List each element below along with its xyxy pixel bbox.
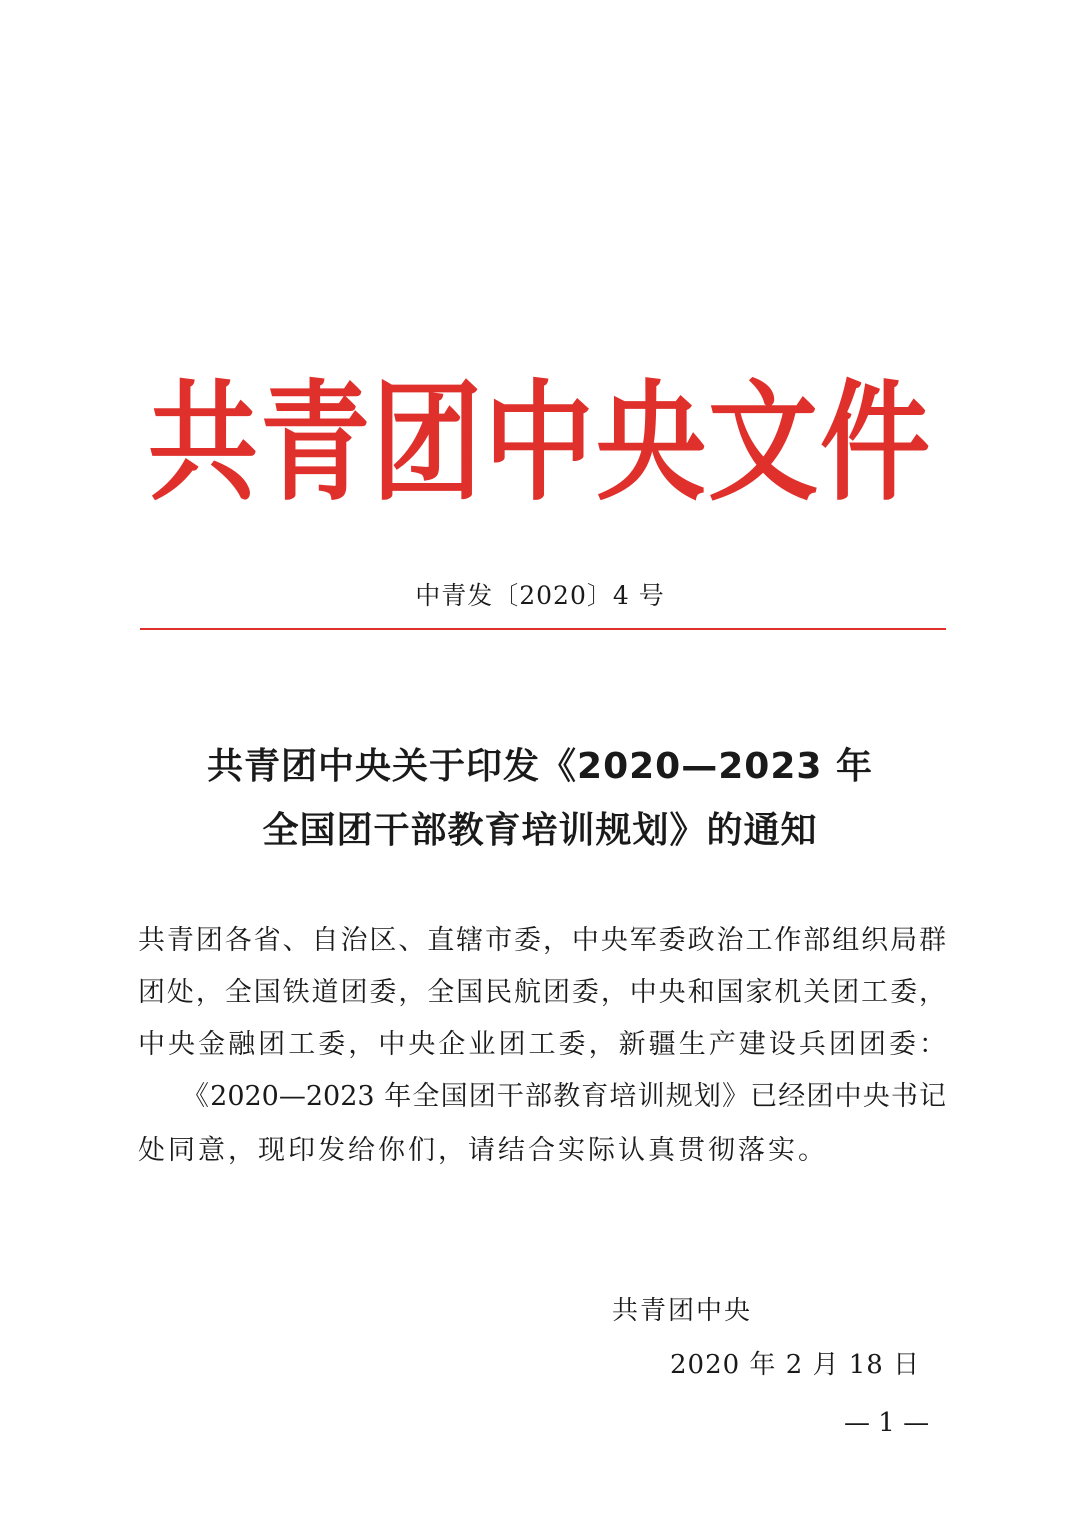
- signature-issuer: 共青团中央: [612, 1296, 753, 1326]
- addressee-line-1: 共青团各省、自治区、直辖市委，中央军委政治工作部组织局群: [138, 925, 946, 956]
- paragraph-line-2: 处同意，现印发给你们，请结合实际认真贯彻落实。: [138, 1135, 828, 1166]
- signature-date: 2020 年 2 月 18 日: [670, 1350, 921, 1380]
- notice-title-line-2: 全国团干部教育培训规划》的通知: [262, 810, 818, 851]
- paragraph-line-1: 《2020—2023 年全国团干部教育培训规划》已经团中央书记: [182, 1081, 946, 1112]
- notice-title-line-1: 共青团中央关于印发《2020—2023 年: [207, 746, 873, 787]
- red-divider-line: [140, 628, 946, 630]
- addressee-line-3: 中央金融团工委，中央企业团工委，新疆生产建设兵团团委：: [138, 1029, 946, 1060]
- letterhead-title: 共青团中央文件: [148, 366, 932, 519]
- page-number: — 1 —: [844, 1408, 930, 1438]
- document-number: 中青发〔2020〕4 号: [415, 581, 665, 610]
- addressee-line-2: 团处，全国铁道团委，全国民航团委，中央和国家机关团工委，: [138, 977, 946, 1008]
